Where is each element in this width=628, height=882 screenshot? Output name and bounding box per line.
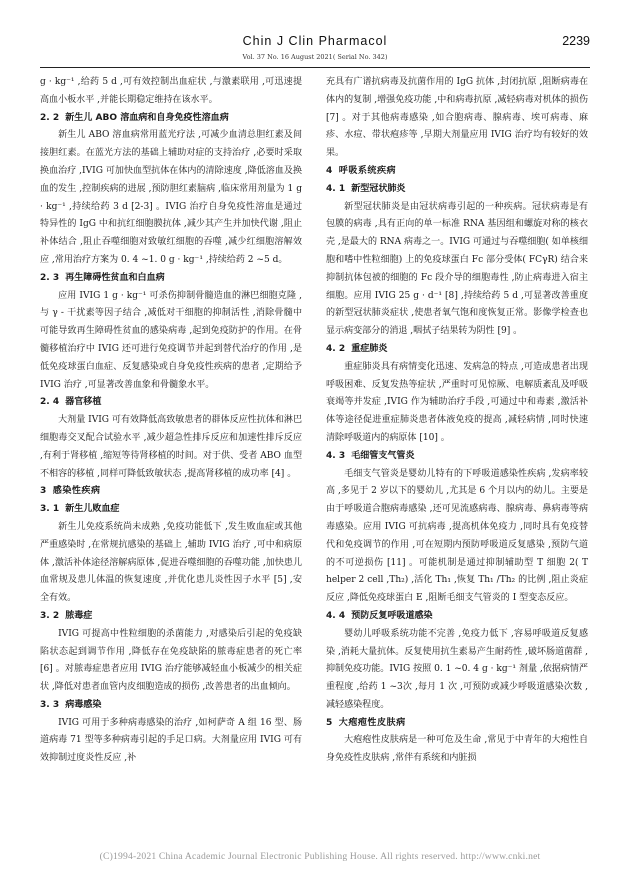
page-number: 2239 <box>562 34 590 48</box>
heading-text: 预防反复呼吸道感染 <box>351 610 433 621</box>
heading-number: 4. 4 <box>326 610 346 621</box>
paragraph: 重症肺炎具有病情变化迅速、发病急的特点 ,可造成患者出现呼吸困难、反复发热等症状 ,严重时可见惊厥、电解质紊乱及呼吸衰竭等并发症 ,IVIG 作为辅助治疗手段 ,可通过中和毒素 ,激活补体等途径促进重症肺炎患者体液免疫的提高 ,减轻病情 ,同时快速清除呼吸道内的病原体 [10] 。 <box>326 361 588 443</box>
heading-text: 器官移植 <box>65 397 102 408</box>
heading-number: 4. 2 <box>326 343 346 354</box>
heading-text: 感染性疾病 <box>52 486 101 497</box>
page-header <box>40 34 590 66</box>
heading-text: 大疱疱性皮肤病 <box>338 717 406 728</box>
paragraph: g · kg⁻¹ ,给药 5 d ,可有效控制出血症状 ,与激素联用 ,可迅速提高血小板水平 ,并能长期稳定维持在该水平。 <box>40 77 302 105</box>
heading-number: 3. 1 <box>40 504 60 515</box>
paragraph: 大疱疱性皮肤病是一种可危及生命 ,常见于中青年的大疱性自身免疫性皮肤病 ,常伴有系统和内脏损 <box>326 735 588 764</box>
heading-number: 3. 2 <box>40 610 60 621</box>
heading-number: 4 <box>326 165 333 176</box>
paragraph: 充具有广谱抗病毒及抗菌作用的 IgG 抗体 ,封闭抗原 ,阻断病毒在体内的复制 ,增强免疫功能 ,中和病毒抗原 ,减轻病毒对机体的损伤 [7] 。对于其他病毒感染 ,如合胞病毒、腺病毒、埃可病毒、麻疹、水痘、带状疱疹等 ,早期大剂量应用 IVIG 治疗均有较好的效果。 <box>326 77 588 159</box>
paragraph: 新生儿 ABO 溶血病常用蓝光疗法 ,可减少血清总胆红素及间接胆红素。在蓝光方法的基础上辅助对症的支持治疗 ,必要时采取换血治疗 ,IVIG 可加快血型抗体在体内的清除速度 ,降低溶血及换血的发生 ,控制疾病的进展 ,预防胆红素脑病 ,临床常用剂量为 1 g · kg⁻¹ ,持续给药 3 d [2-3] 。IVIG 治疗自身免疫性溶血是通过特异性的 IgG 中和抗红细胞膜抗体 ,减少其产生并加快代谢 ,阻止补体结合 ,阻止吞噬细胞对致敏红细胞的吞噬 ,减少红细胞溶解效应 ,常用治疗方案为 0. 4 ~1. 0 g · kg⁻¹ ,持续给药 2 ~5 d。 <box>40 130 302 265</box>
section-heading <box>326 163 588 181</box>
paragraph: 大剂量 IVIG 可有效降低高致敏患者的群体反应性抗体和淋巴细胞毒交叉配合试验水平 ,减少超急性排斥反应和加速性排斥反应 ,有利于肾移植 ,缩短等待肾移植的时间。对于供、受者 ABO 血型不相容的移植 ,同样可降低致敏状态 ,提高肾移植的成功率 [4] 。 <box>40 415 302 479</box>
section-heading <box>40 483 302 501</box>
heading-text: 呼吸系统疾病 <box>338 165 397 176</box>
journal-title: Chin J Clin Pharmacol <box>242 34 388 48</box>
subsection-heading <box>40 270 302 288</box>
subsection-heading <box>326 448 588 466</box>
heading-number: 4. 3 <box>326 450 346 461</box>
paragraph: 新型冠状肺炎是由冠状病毒引起的一种疾病。冠状病毒是有包膜的病毒 ,具有正向的单一标准 RNA 基因组和螺旋对称的核衣壳 ,是最大的 RNA 病毒之一。IVIG 可通过与吞噬细胞( 如单核细胞和嗜中性粒细胞) 上的免疫球蛋白 Fc 部分受体( FCγR) 结合来抑制抗体包被的细胞的 Fc 段介导的细胞毒性 ,防止病毒进入宿主细胞。应用 IVIG 25 g · d⁻¹ [8] ,持续给药 5 d ,可显著改善重度的新型冠状肺炎症状 ,使患者氧气饱和度恢复正常。影像学检查也显示病变部分的消退 ,咽拭子结果转为阴性 [9] 。 <box>326 201 588 337</box>
heading-number: 5 <box>326 717 333 728</box>
subsection-heading <box>40 697 302 715</box>
heading-text: 新型冠状肺炎 <box>351 183 406 194</box>
heading-number: 2. 3 <box>40 272 60 283</box>
heading-number: 4. 1 <box>326 183 346 194</box>
heading-text: 再生障碍性贫血和白血病 <box>65 272 165 283</box>
heading-text: 毛细管支气管炎 <box>351 450 415 461</box>
heading-number: 3 <box>40 486 47 497</box>
subsection-heading <box>40 110 302 128</box>
issue-line: Vol. 37 No. 16 August 2021( Serial No. 342) <box>242 53 388 61</box>
heading-number: 2. 4 <box>40 397 60 408</box>
paragraph: 毛细支气管炎是婴幼儿特有的下呼吸道感染性疾病 ,发病率较高 ,多见于 2 岁以下的婴幼儿 ,尤其是 6 个月以内的幼儿。主要是由于呼吸道合胞病毒感染 ,还可见流感病毒、腺病毒、鼻病毒等病毒感染。应用 IVIG 可抗病毒 ,提高机体免疫力 ,同时具有免疫替代和免疫调节的作用 ,可在短期内预防呼吸道反复感染 ,预防气道的不可逆损伤 [11] 。可能机制是通过抑制辅助型 T 细胞 2( T helper 2 cell ,Th₂) ,活化 Th₁ ,恢复 Th₁ /Th₂ 的比例 ,阻止炎症反应 ,降低免疫球蛋白 E ,阻断毛细支气管炎的 I 型变态反应。 <box>326 468 588 604</box>
heading-text: 新生儿 ABO 溶血病和自身免疫性溶血病 <box>65 112 229 123</box>
left-column <box>40 74 302 768</box>
subsection-heading <box>40 394 302 412</box>
heading-text: 病毒感染 <box>65 699 102 710</box>
paragraph: IVIG 可用于多种病毒感染的治疗 ,如柯萨奇 A 组 16 型、肠道病毒 71 型等多种病毒引起的手足口病。大剂量应用 IVIG 可有效抑制过度炎性反应 ,补 <box>40 717 302 764</box>
section-heading <box>326 715 588 733</box>
heading-text: 重症肺炎 <box>351 343 388 354</box>
subsection-heading <box>40 608 302 626</box>
subsection-heading <box>326 608 588 626</box>
header-rule <box>40 67 590 68</box>
heading-number: 2. 2 <box>40 112 60 123</box>
paragraph: 新生儿免疫系统尚未成熟 ,免疫功能低下 ,发生败血症或其他严重感染时 ,在常规抗感染的基础上 ,辅助 IVIG 治疗 ,可中和病原体 ,激活补体途径溶解病原体 ,促进吞噬细胞的吞噬功能 ,加快患儿血常规及患儿体温的恢复速度 ,并优化患儿炎性因子水平 [5] ,安全有效。 <box>40 521 302 604</box>
subsection-heading <box>40 501 302 519</box>
heading-text: 新生儿败血症 <box>65 504 120 515</box>
paragraph: 婴幼儿呼吸系统功能不完善 ,免疫力低下 ,容易呼吸道反复感染 ,消耗大量抗体。反复使用抗生素易产生耐药性 ,破坏肠道菌群 ,抑制免疫功能。IVIG 按照 0. 1 ~0. 4 g · kg⁻¹ 剂量 ,依据病情严重程度 ,给药 1 ~3次 ,每月 1 次 ,可预防或减少呼吸道感染次数 ,减轻感染程度。 <box>326 628 588 710</box>
subsection-heading <box>326 341 588 359</box>
heading-text: 脓毒症 <box>65 610 93 621</box>
right-column <box>326 74 588 768</box>
subsection-heading <box>326 181 588 199</box>
copyright-footer: (C)1994-2021 China Academic Journal Electronic Publishing House. All rights reserved. http://www.cnki.net <box>99 851 541 862</box>
paragraph: IVIG 可提高中性粒细胞的杀菌能力 ,对感染后引起的免疫缺陷状态起到调节作用 ,降低存在免疫缺陷的脓毒症患者的死亡率 [6] 。对脓毒症患者应用 IVIG 治疗能够减轻血小板减少的相关症状 ,降低对患者血管内皮细胞造成的损伤 ,改善患者的出血倾向。 <box>40 628 302 693</box>
heading-number: 3. 3 <box>40 699 60 710</box>
paragraph: 应用 IVIG 1 g · kg⁻¹ 可杀伤抑制骨髓造血的淋巴细胞克隆 ,与 γ - 干扰素等因子结合 ,减低对干细胞的抑制活性 ,消除骨髓中可能导致再生障碍性贫血的感染病毒 ,起到免疫防护的作用。在骨髓移植治疗中 IVIG 还可进行免疫调节并起到替代治疗的作用 ,是低免疫球蛋白血症、反复感染或自身免疫性疾病的患者 ,定期给予 IVIG 治疗 ,可显著改善血象和骨髓象水平。 <box>40 290 302 390</box>
